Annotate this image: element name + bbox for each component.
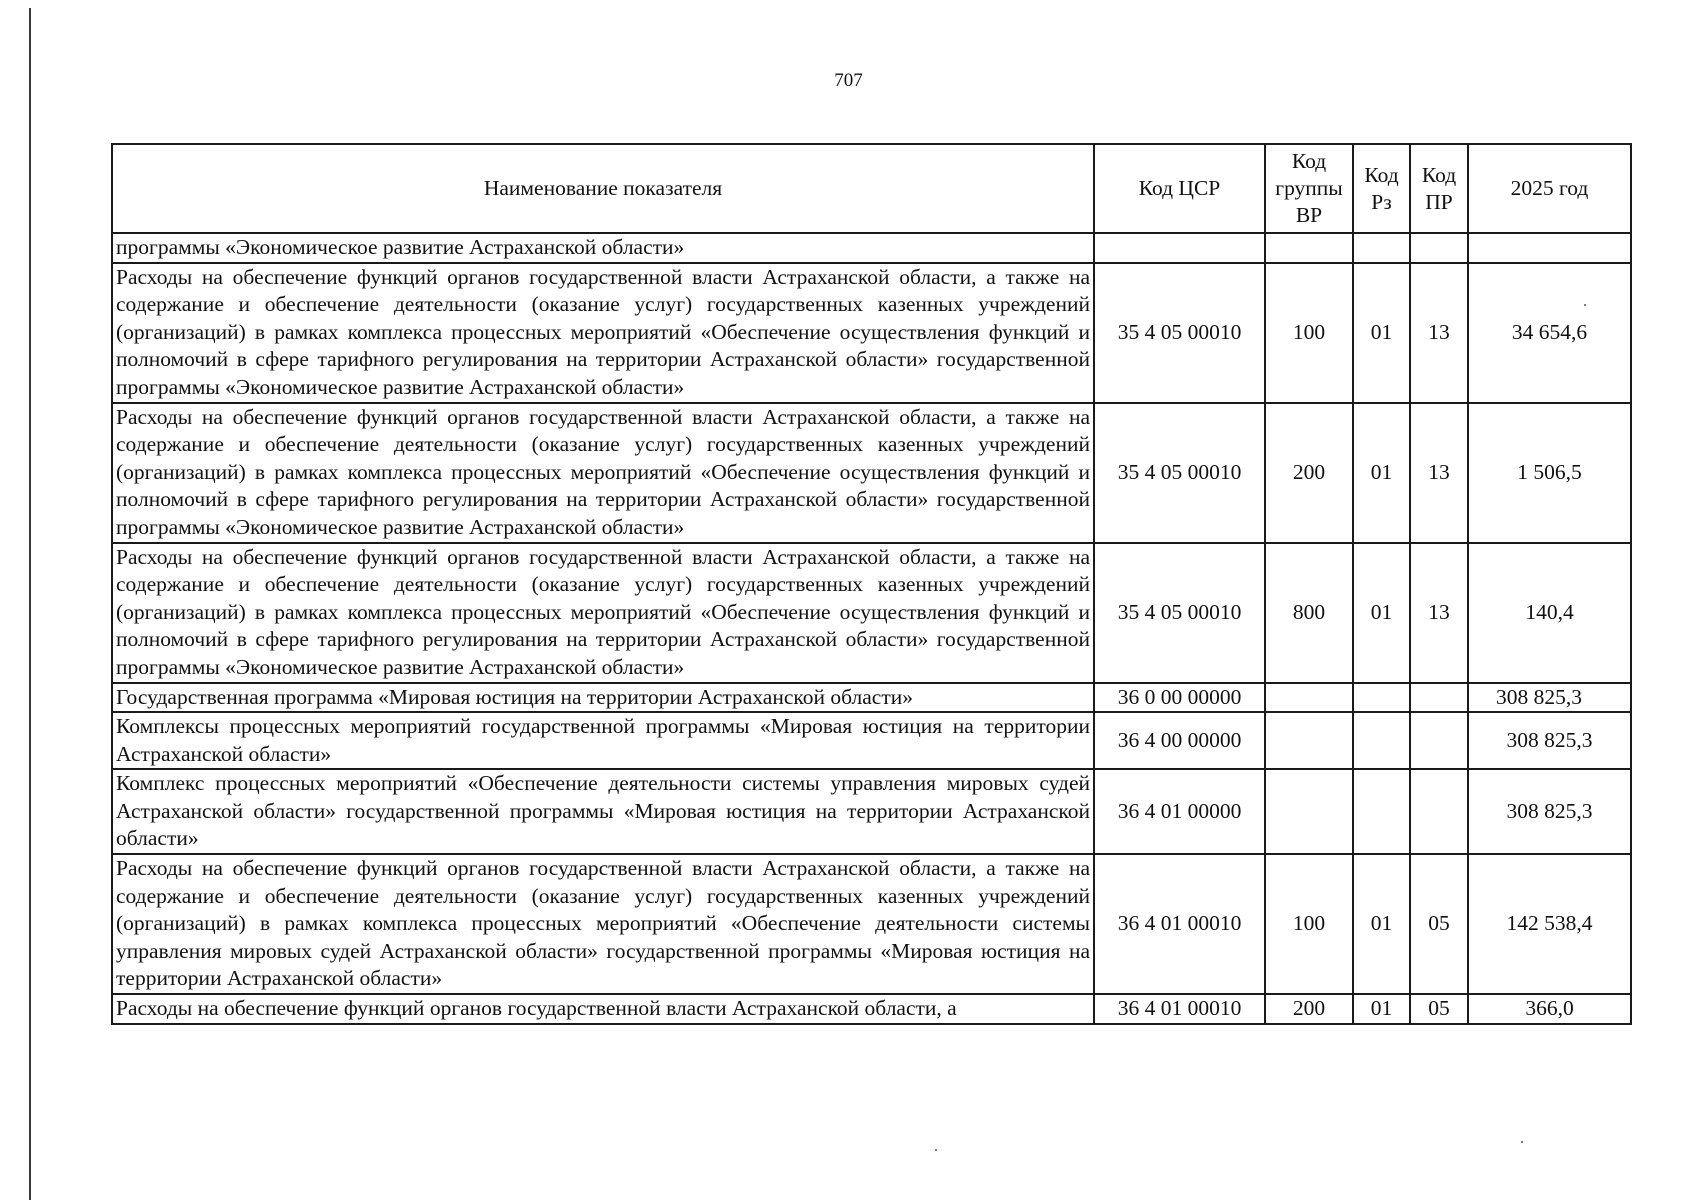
- header-vr: Код группы ВР: [1265, 144, 1353, 233]
- scan-speck: [1584, 304, 1586, 306]
- page-number: 707: [834, 70, 863, 91]
- row-vr: 800: [1265, 543, 1353, 683]
- row-rz: 01: [1353, 854, 1410, 994]
- row-name: Расходы на обеспечение функций органов государственной власти Астраханской области, а также на содержание и обеспечение деятельности (оказание услуг) государственных казенных учреждений (организаций) в рамках комплекса процессных мероприятий «Обеспечение осуществления функций и полномочий в сфере тарифного регулирования на территории Астраханской области» государственной программы «Экономическое развитие Астраханской области»: [112, 263, 1094, 403]
- header-pr: Код ПР: [1410, 144, 1468, 233]
- row-name: Расходы на обеспечение функций органов государственной власти Астраханской области, а также на содержание и обеспечение деятельности (оказание услуг) государственных казенных учреждений (организаций) в рамках комплекса процессных мероприятий «Обеспечение осуществления функций и полномочий в сфере тарифного регулирования на территории Астраханской области» государственной программы «Экономическое развитие Астраханской области»: [112, 543, 1094, 683]
- row-csr: 35 4 05 00010: [1094, 543, 1265, 683]
- row-amount: [1468, 233, 1631, 263]
- row-amount: 366,0: [1468, 994, 1631, 1024]
- row-rz: 01: [1353, 994, 1410, 1024]
- scan-speck: [1521, 1141, 1523, 1143]
- row-vr: [1265, 683, 1353, 713]
- row-csr: 36 4 01 00010: [1094, 854, 1265, 994]
- header-name: Наименование показателя: [112, 144, 1094, 233]
- table-row: [112, 683, 1631, 713]
- row-csr: 36 0 00 00000: [1094, 683, 1265, 713]
- table-row: [112, 233, 1631, 263]
- table-row: [112, 263, 1631, 403]
- row-name: Государственная программа «Мировая юстиция на территории Астраханской области»: [112, 683, 1094, 713]
- row-name: Комплексы процессных мероприятий государственной программы «Мировая юстиция на территории Астраханской области»: [112, 712, 1094, 769]
- row-pr: [1410, 683, 1468, 713]
- row-vr: 200: [1265, 994, 1353, 1024]
- row-vr: [1265, 712, 1353, 769]
- row-csr: 36 4 01 00010: [1094, 994, 1265, 1024]
- row-rz: 01: [1353, 263, 1410, 403]
- table-row: [112, 403, 1631, 543]
- row-vr: 100: [1265, 263, 1353, 403]
- row-rz: 01: [1353, 403, 1410, 543]
- header-year: 2025 год: [1468, 144, 1631, 233]
- row-pr: 05: [1410, 854, 1468, 994]
- row-name: Комплекс процессных мероприятий «Обеспечение деятельности системы управления мировых судей Астраханской области» государственной программы «Мировая юстиция на территории Астраханской области»: [112, 769, 1094, 854]
- row-vr: 200: [1265, 403, 1353, 543]
- row-amount: 140,4: [1468, 543, 1631, 683]
- row-amount: 142 538,4: [1468, 854, 1631, 994]
- row-rz: [1353, 712, 1410, 769]
- table-row: [112, 712, 1631, 769]
- row-rz: [1353, 769, 1410, 854]
- budget-table: [111, 143, 1632, 1025]
- row-amount: 308 825,3: [1468, 769, 1631, 854]
- row-pr: [1410, 233, 1468, 263]
- row-pr: 05: [1410, 994, 1468, 1024]
- row-pr: 13: [1410, 403, 1468, 543]
- row-rz: [1353, 683, 1410, 713]
- row-vr: [1265, 769, 1353, 854]
- table-row: [112, 543, 1631, 683]
- row-name: программы «Экономическое развитие Астраханской области»: [112, 233, 1094, 263]
- row-rz: 01: [1353, 543, 1410, 683]
- row-rz: [1353, 233, 1410, 263]
- row-amount: 308 825,3: [1468, 683, 1631, 713]
- row-csr: 35 4 05 00010: [1094, 263, 1265, 403]
- row-csr: [1094, 233, 1265, 263]
- row-name: Расходы на обеспечение функций органов государственной власти Астраханской области, а также на содержание и обеспечение деятельности (оказание услуг) государственных казенных учреждений (организаций) в рамках комплекса процессных мероприятий «Обеспечение осуществления функций и полномочий в сфере тарифного регулирования на территории Астраханской области» государственной программы «Экономическое развитие Астраханской области»: [112, 403, 1094, 543]
- scan-edge-line: [29, 8, 31, 1200]
- row-vr: 100: [1265, 854, 1353, 994]
- row-pr: [1410, 712, 1468, 769]
- row-amount: 308 825,3: [1468, 712, 1631, 769]
- row-vr: [1265, 233, 1353, 263]
- row-name: Расходы на обеспечение функций органов государственной власти Астраханской области, а также на содержание и обеспечение деятельности (оказание услуг) государственных казенных учреждений (организаций) в рамках комплекса процессных мероприятий «Обеспечение деятельности системы управления мировых судей Астраханской области» государственной программы «Мировая юстиция на территории Астраханской области»: [112, 854, 1094, 994]
- row-csr: 36 4 00 00000: [1094, 712, 1265, 769]
- row-pr: [1410, 769, 1468, 854]
- table-header-row: [112, 144, 1631, 233]
- row-csr: 36 4 01 00000: [1094, 769, 1265, 854]
- row-csr: 35 4 05 00010: [1094, 403, 1265, 543]
- row-amount: 34 654,6: [1468, 263, 1631, 403]
- row-pr: 13: [1410, 543, 1468, 683]
- table-row: [112, 769, 1631, 854]
- row-name: Расходы на обеспечение функций органов государственной власти Астраханской области, а: [112, 994, 1094, 1024]
- header-csr: Код ЦСР: [1094, 144, 1265, 233]
- header-rz: Код Рз: [1353, 144, 1410, 233]
- table-row: [112, 854, 1631, 994]
- scan-speck: [935, 1149, 937, 1151]
- row-amount: 1 506,5: [1468, 403, 1631, 543]
- row-pr: 13: [1410, 263, 1468, 403]
- table-row: [112, 994, 1631, 1024]
